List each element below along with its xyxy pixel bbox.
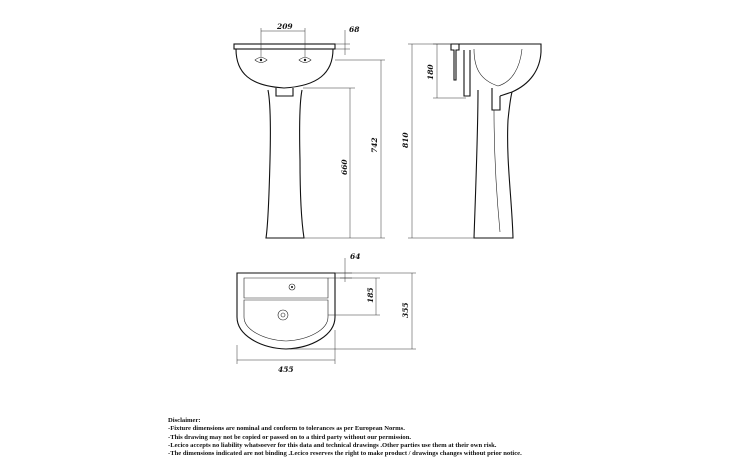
front-pedestal-notch bbox=[276, 88, 293, 96]
side-waste-pipe bbox=[464, 50, 500, 110]
dim-660 bbox=[303, 88, 385, 238]
svg-text:355: 355 bbox=[401, 302, 410, 318]
svg-text:742: 742 bbox=[370, 137, 379, 153]
dim-355 bbox=[290, 273, 416, 349]
plan-waste-hole bbox=[278, 310, 288, 320]
disclaimer-line: -This drawing may not be copied or passed on to a third party without our permission. bbox=[168, 433, 412, 441]
svg-text:64: 64 bbox=[350, 252, 361, 261]
dim-64 bbox=[328, 252, 360, 282]
dim-185 bbox=[328, 278, 380, 315]
svg-text:810: 810 bbox=[401, 132, 410, 148]
side-view bbox=[401, 44, 541, 238]
disclaimer-line: -The dimensions indicated are not binding .Lecico reserves the right to make product / drawings changes without prior notice. bbox=[168, 450, 522, 458]
disclaimer bbox=[168, 417, 728, 458]
plan-view bbox=[237, 252, 416, 374]
svg-text:660: 660 bbox=[340, 159, 349, 175]
svg-text:209: 209 bbox=[277, 22, 293, 31]
dim-742 bbox=[335, 60, 385, 238]
disclaimer-title: Disclaimer: bbox=[168, 417, 201, 424]
front-pedestal bbox=[266, 90, 304, 238]
dim-180 bbox=[426, 44, 466, 98]
front-view bbox=[234, 22, 385, 238]
front-basin-bowl bbox=[236, 49, 333, 88]
dim-209 bbox=[261, 22, 305, 57]
front-basin-rim bbox=[234, 44, 335, 49]
dim-810 bbox=[401, 44, 474, 238]
front-tap-hole-right bbox=[299, 58, 311, 63]
svg-text:180: 180 bbox=[426, 64, 435, 80]
plan-bowl bbox=[244, 300, 328, 341]
dim-68 bbox=[335, 25, 360, 55]
disclaimer-line: -Lecico accepts no liability whatsoever for this data and technical drawings .Other parties use them at their own risk. bbox=[168, 441, 497, 449]
side-wall-back bbox=[451, 44, 459, 80]
plan-basin-inner bbox=[244, 278, 328, 298]
front-tap-hole-left bbox=[255, 58, 267, 63]
disclaimer-line: -Fixture dimensions are nominal and conform to tolerances as per European Norms. bbox=[168, 425, 405, 433]
svg-text:185: 185 bbox=[366, 287, 375, 303]
dim-455 bbox=[237, 330, 335, 374]
side-pedestal-back-line bbox=[494, 110, 500, 232]
side-basin-inner bbox=[474, 49, 522, 86]
side-basin-outer bbox=[459, 44, 541, 96]
side-pedestal bbox=[474, 90, 513, 238]
svg-text:68: 68 bbox=[349, 25, 360, 34]
svg-text:455: 455 bbox=[278, 365, 294, 374]
